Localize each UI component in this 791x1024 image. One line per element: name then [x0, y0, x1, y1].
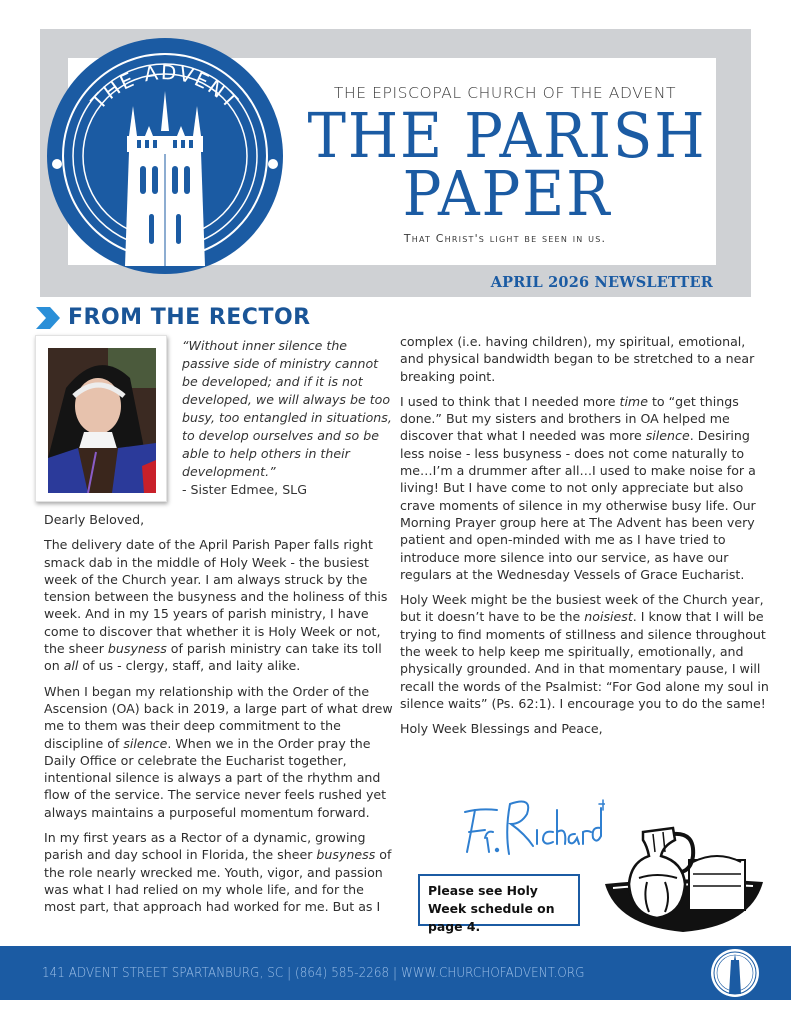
letter-paragraph: When I began my relationship with the Order of the Ascension (OA) back in 2019, a large part of what drew me to them was their deep commitment to the discipline of silence. When we in the Order pray the Daily Office or celebrate the Eucharist together, intentional silence is always a part of the rhythm and flow of the service. The service never feels rushed yet always maintains a purposeful momentum forward. [44, 683, 393, 820]
photo-frame [35, 335, 167, 502]
issue-date: APRIL 2026 NEWSLETTER [490, 274, 713, 291]
holy-week-notice: Please see Holy Week schedule on page 4. [418, 874, 580, 926]
letter-column-right [400, 333, 770, 746]
footer-contact: 141 ADVENT STREET SPARTANBURG, SC | (864) 585-2268 | WWW.CHURCHOFADVENT.ORG [42, 965, 585, 981]
footer-bar [0, 946, 791, 1000]
quote-attribution: - Sister Edmee, SLG [182, 482, 307, 497]
letter-paragraph: The delivery date of the April Parish Paper falls right smack dab in the middle of Holy Week - the busiest week of the Church year. I am always struck by the tension between the busyness and the holiness of this week. And in my 15 years of parish ministry, I have come to discover that whether it is Holy Week or not, the sheer busyness of parish ministry can take its toll on all of us - clergy, staff, and laity alike. [44, 537, 388, 674]
newsletter-title: THE PARISH [307, 99, 707, 172]
letter-paragraph-continued: complex (i.e. having children), my spiritual, emotional, and physical bandwidth began to be stretched to a near breaking point. [400, 334, 755, 384]
letter-closing: Holy Week Blessings and Peace, [400, 721, 603, 737]
section-title: FROM THE RECTOR [68, 305, 311, 330]
tagline: That Christ's light be seen in us. [403, 232, 607, 245]
signature-fr-richard [455, 790, 605, 860]
quote-text: “Without inner silence the passive side of ministry cannot be developed; and if it is not developed, we will always be too busy, too entangled in situations, to develop ourselves and so be able to help others in their development.” [182, 338, 392, 479]
letter-greeting: Dearly Beloved, [44, 512, 145, 527]
letter-column-left [44, 511, 394, 915]
newsletter-title-line2: PAPER [402, 157, 612, 230]
chevron-right-icon [36, 307, 60, 329]
section-heading [36, 305, 311, 330]
letter-paragraph: I used to think that I needed more time to “get things done.” But my sisters and brothers in OA helped me discover that what I needed was more silence. Desiring less noise - less busyness - does not come naturally to me…I’m a drummer after all…I used to make noise for a living! But I have come to not only appreciate but also crave moments of silence in my otherwise busy life. Our Morning Prayer group here at The Advent has been very patient and open-minded with me as I have tried to introduce more silence into our service, as have our regulars at the Wednesday Vessels of Grace Eucharist. [400, 393, 756, 582]
church-logo-small [710, 948, 760, 998]
church-name: THE EPISCOPAL CHURCH OF THE ADVENT [333, 84, 677, 102]
church-logo [45, 36, 285, 276]
letter-paragraph: In my first years as a Rector of a dynamic, growing parish and day school in Florida, the sheer busyness of the role nearly wrecked me. Youth, vigor, and passion was what I had relied on my whole life, and for the most part, that approach had worked for me. But as I [44, 830, 392, 915]
epigraph-quote [182, 337, 392, 499]
pitcher-and-bowl-illustration [603, 822, 765, 934]
logo-text: THE ADVENT [86, 59, 244, 114]
sister-edmee-photo [48, 348, 156, 493]
letter-paragraph: Holy Week might be the busiest week of the Church year, but it doesn’t have to be the noisiest. I know that I will be trying to find moments of stillness and silence throughout the week to help keep me spiritually, emotionally, and physically grounded. And in that momentary pause, I will recall the words of the Psalmist: “For God alone my soul in silence waits” (Ps. 62:1). I encourage you to do the same! [400, 592, 769, 711]
